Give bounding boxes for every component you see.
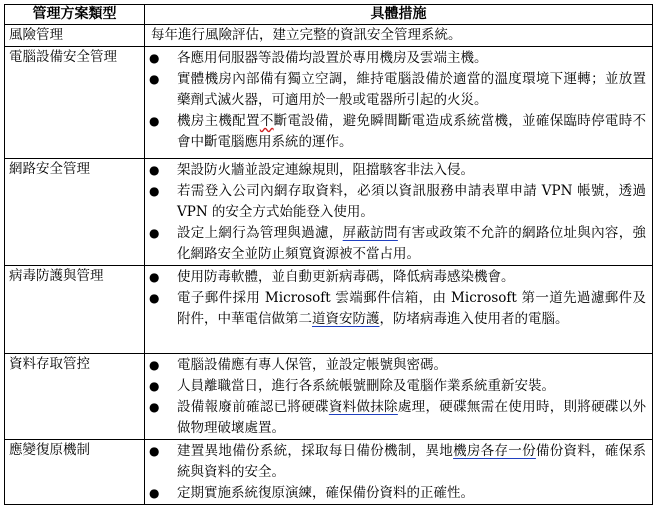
item-text: 使用防毒軟體，並自動更新病毒碼，降低病毒感染機會。: [177, 269, 515, 285]
bullet-icon: ●: [149, 226, 160, 240]
bullet-icon: ●: [149, 379, 160, 393]
table-row: [5, 159, 653, 266]
bullet-icon: ●: [149, 114, 160, 128]
measures-cell: [145, 266, 653, 354]
item-text: 設備報廢前確認已將硬碟: [177, 399, 329, 415]
table-header-row: [5, 5, 653, 25]
item-text: 有害或政策不允許的網路位址與內容，強化網路安全並防止頻寬資源被不當占用。: [177, 225, 647, 262]
security-measures-table: [4, 4, 653, 505]
bullet-icon: ●: [149, 270, 160, 284]
item-text: 定期實施系統復原演練，確保備份資料的正確性。: [177, 485, 474, 501]
category-cell: 資料存取管控: [5, 354, 145, 440]
list-item: [145, 48, 652, 69]
item-text: 架設防火牆並設定連線規則，阻擋駭客非法入侵。: [177, 162, 474, 178]
bullet-icon: ●: [149, 486, 160, 500]
category-cell: 病毒防護與管理: [5, 266, 145, 354]
bullet-icon: ●: [149, 291, 160, 305]
header-category: 管理方案類型: [5, 5, 145, 25]
list-item: [145, 397, 652, 439]
measures-cell: [145, 354, 653, 440]
bullet-icon: ●: [149, 400, 160, 414]
item-text: 備份資料，確保系統與資料的安全。: [177, 443, 647, 480]
item-text: 電腦設備應有專人保管，並設定帳號與密碼。: [177, 357, 447, 373]
category-cell: 風險管理: [5, 25, 145, 47]
underlined-text: 道資安防護: [312, 311, 380, 327]
measures-cell: [145, 47, 653, 159]
item-text: 處理，硬碟無需在使用時，則將硬碟以外做物理破壞處置。: [177, 399, 647, 436]
table-body: [5, 25, 653, 505]
underlined-text: 屏蔽訪問: [342, 225, 398, 241]
measure-list: [145, 160, 652, 265]
header-measures: 具體措施: [145, 5, 653, 25]
item-text: 若需登入公司內網存取資料，必須以資訊服務申請表單申請 VPN 帳號，透過 VPN 的安全方式始能登入使用。: [177, 183, 646, 220]
item-text: 設定上網行為管理與過濾，: [177, 225, 343, 241]
item-text: 建置異地備份系統，採取每日備份機制，異地: [177, 443, 454, 459]
category-cell: 電腦設備安全管理: [5, 47, 145, 159]
bullet-icon: ●: [149, 51, 160, 65]
bullet-icon: ●: [149, 444, 160, 458]
list-item: [145, 160, 652, 181]
list-item: [145, 267, 652, 288]
category-cell: 應變復原機制: [5, 440, 145, 505]
table-row: [5, 47, 653, 159]
item-text: 電子郵件採用 Microsoft 雲端郵件信箱，由 Microsoft 第一道先過濾郵件及附件，中華電信做第二: [177, 290, 646, 327]
list-item: [145, 111, 652, 153]
list-item: [145, 376, 652, 397]
item-text: 斷電設備，避免瞬間斷電造成系統當機，並確保臨時停電時不會中斷電腦應用系統的運作。: [177, 113, 647, 150]
measures-cell: [145, 159, 653, 266]
bullet-icon: ●: [149, 163, 160, 177]
table-row: [5, 266, 653, 354]
table-row: [5, 25, 653, 47]
measure-list: [145, 355, 652, 439]
underlined-text: 機房各存一份: [453, 443, 536, 459]
table-row: [5, 440, 653, 505]
list-item: [145, 483, 652, 504]
category-cell: 網路安全管理: [5, 159, 145, 266]
bullet-icon: ●: [149, 358, 160, 372]
measure-list: [145, 48, 652, 153]
bullet-icon: ●: [149, 184, 160, 198]
measures-cell: [145, 440, 653, 505]
measure-list: [145, 441, 652, 504]
list-item: [145, 69, 652, 111]
list-item: [145, 223, 652, 265]
item-text: 機房主機配置: [177, 113, 260, 129]
item-text: 各應用伺服器等設備均設置於專用機房及雲端主機。: [177, 50, 488, 66]
underlined-text: 不: [259, 113, 274, 129]
list-item: [145, 441, 652, 483]
list-item: [145, 181, 652, 223]
list-item: [145, 355, 652, 376]
table-row: [5, 354, 653, 440]
measures-cell: 每年進行風險評估，建立完整的資訊安全管理系統。: [145, 25, 653, 47]
measure-list: [145, 267, 652, 330]
item-text: ，防堵病毒進入使用者的電腦。: [379, 311, 569, 327]
item-text: 人員離職當日，進行各系統帳號刪除及電腦作業系統重新安裝。: [177, 378, 555, 394]
bullet-icon: ●: [149, 72, 160, 86]
item-text: 實體機房內部備有獨立空調，維持電腦設備於適當的溫度環境下運轉；並放置藥劑式滅火器，可適用於一般或電器所引起的火災。: [177, 71, 646, 108]
underlined-text: 資料做抹除: [328, 399, 398, 415]
list-item: [145, 288, 652, 330]
